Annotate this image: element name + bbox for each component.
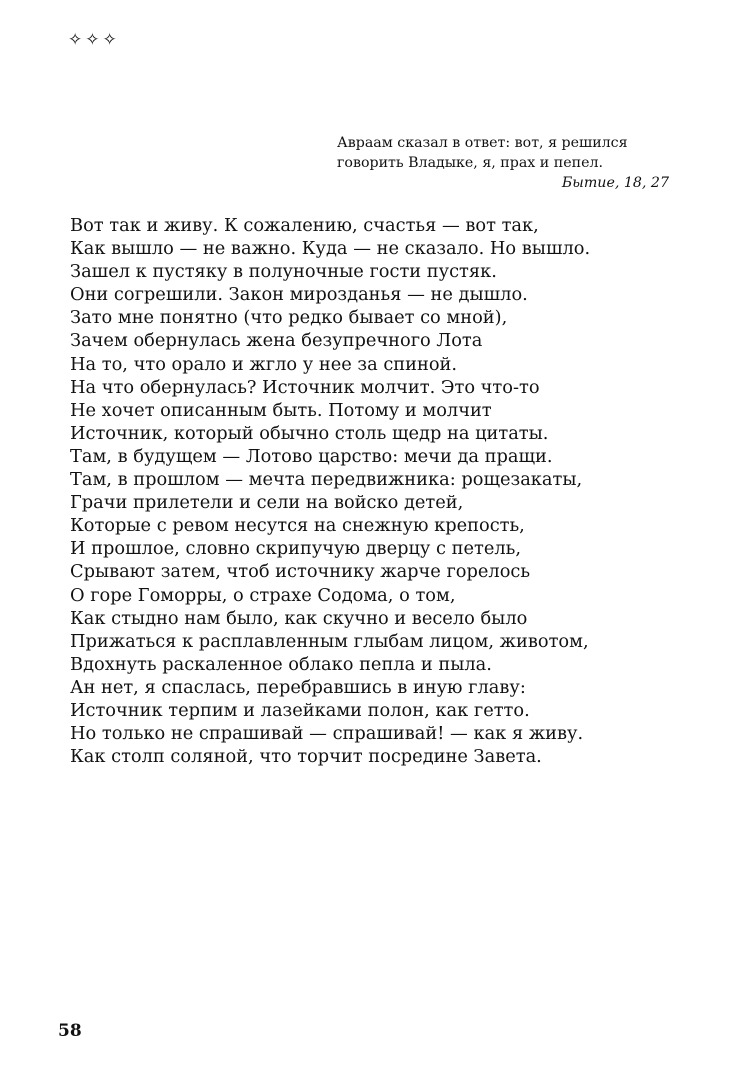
- verse-line: Зачем обернулась жена безупречного Лота: [70, 330, 483, 352]
- section-ornament: ✧✧✧: [68, 30, 120, 50]
- verse-line: Как столп соляной, что торчит посредине Завета.: [70, 746, 542, 768]
- verse-line: Ан нет, я спаслась, перебравшись в иную главу:: [70, 676, 526, 698]
- verse-line: Там, в прошлом — мечта передвижника: рощезакаты,: [70, 469, 583, 491]
- verse-line: Они согрешили. Закон мирозданья — не дышло.: [70, 284, 528, 306]
- verse-line: Не хочет описанным быть. Потому и молчит: [70, 399, 492, 421]
- epigraph-line: говорить Владыке, я, прах и пепел.: [337, 155, 604, 171]
- verse-line: Как вышло — не важно. Куда — не сказало. Но вышло.: [70, 238, 591, 260]
- verse-line: Источник, который обычно столь щедр на цитаты.: [70, 422, 549, 444]
- verse-line: Которые с ревом несутся на снежную крепость,: [70, 515, 525, 537]
- verse-line: Там, в будущем — Лотово царство: мечи да пращи.: [70, 445, 553, 467]
- verse-line: Источник терпим и лазейками полон, как гетто.: [70, 699, 530, 721]
- verse-line: Зашел к пустяку в полуночные гости пустяк.: [70, 261, 497, 283]
- epigraph-line: Авраам сказал в ответ: вот, я решился: [337, 135, 628, 151]
- verse-line: Вот так и живу. К сожалению, счастья — вот так,: [70, 215, 539, 236]
- verse-line: Вдохнуть раскаленное облако пепла и пыла.: [70, 653, 492, 675]
- verse-line: На что обернулась? Источник молчит. Это что-то: [70, 376, 540, 398]
- verse-line: О горе Гоморры, о страхе Содома, о том,: [70, 584, 456, 606]
- verse-line: И прошлое, словно скрипучую дверцу с петель,: [70, 538, 521, 560]
- verse-line: Срывают затем, чтоб источнику жарче горелось: [70, 561, 531, 583]
- verse-line: Но только не спрашивай — спрашивай! — как я живу.: [70, 723, 584, 745]
- poem-body: [70, 214, 710, 768]
- verse-line: Как стыдно нам было, как скучно и весело было: [70, 607, 528, 629]
- verse-line: Прижаться к расплавленным глыбам лицом, животом,: [70, 630, 589, 652]
- epigraph-source: Бытие, 18, 27: [561, 175, 669, 191]
- epigraph: [337, 133, 671, 193]
- page-number: 58: [58, 1021, 82, 1041]
- verse-line: Грачи прилетели и сели на войско детей,: [70, 492, 464, 514]
- verse-line: На то, что орало и жгло у нее за спиной.: [70, 353, 458, 375]
- verse-line: Зато мне понятно (что редко бывает со мной),: [70, 307, 508, 329]
